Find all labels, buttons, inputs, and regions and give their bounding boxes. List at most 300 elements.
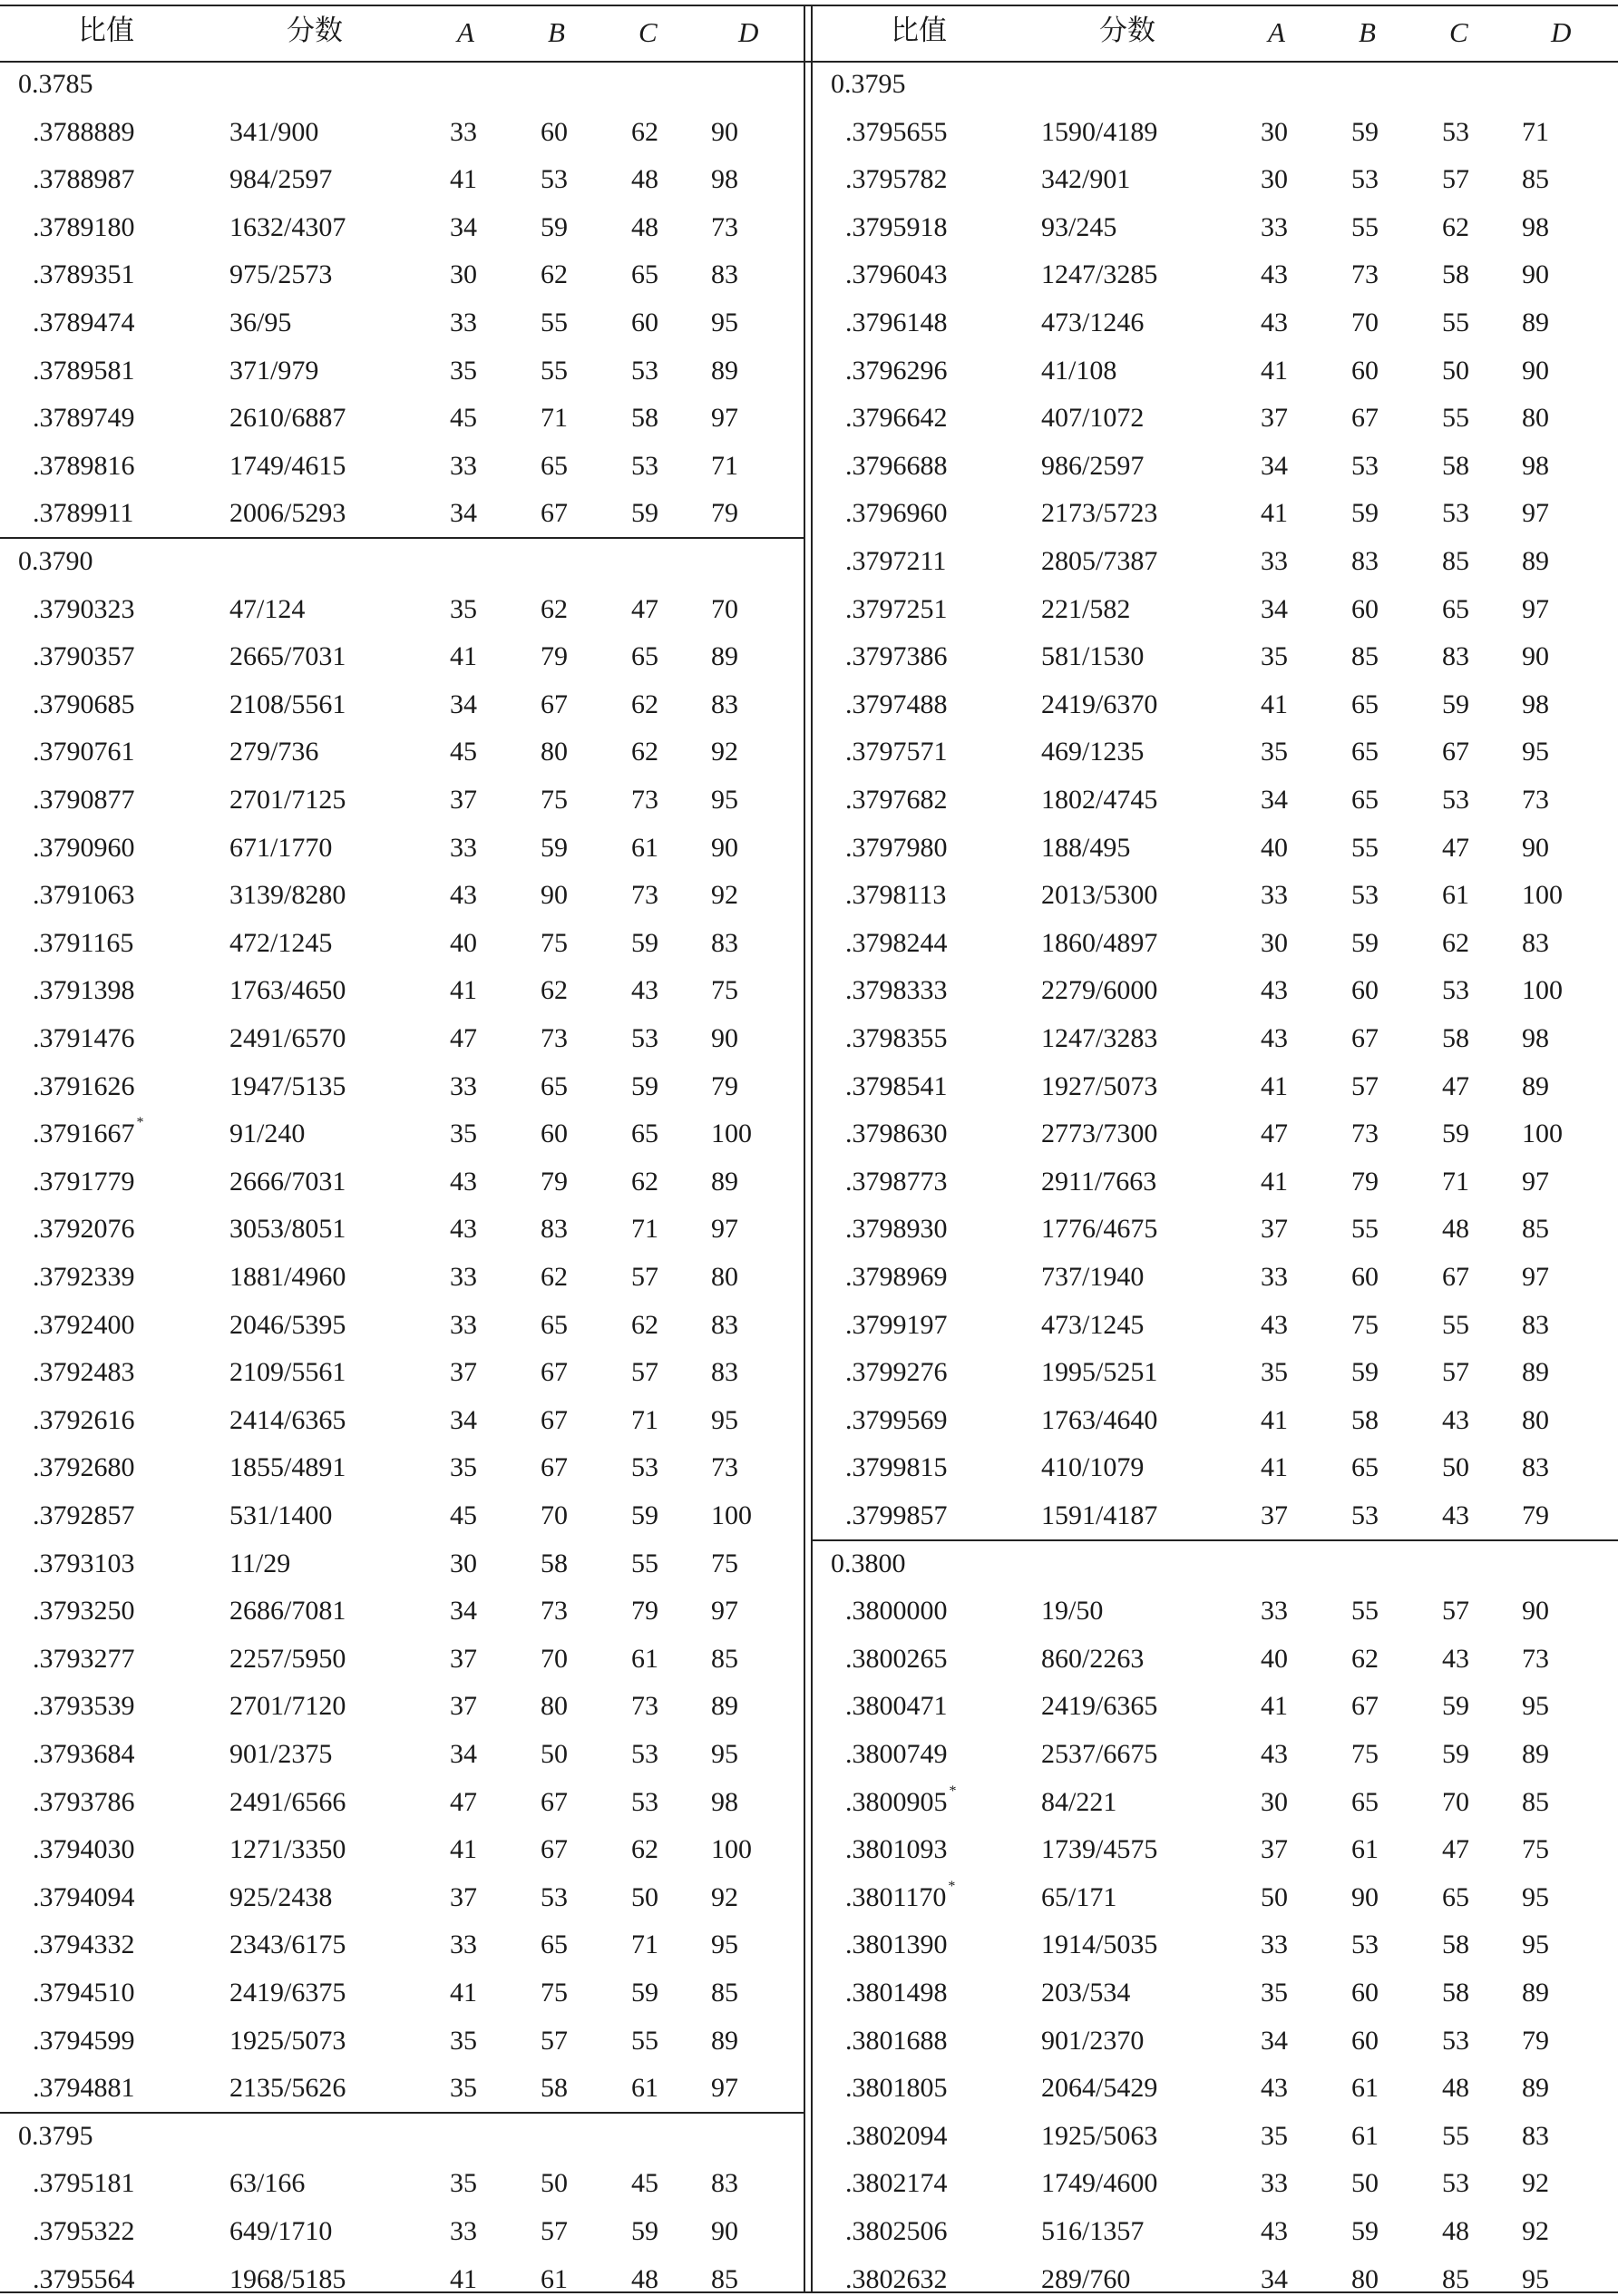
a-cell: 41 — [450, 2264, 477, 2294]
b-cell: 70 — [541, 1500, 568, 1530]
c-cell: 65 — [1442, 1882, 1469, 1912]
c-cell: 53 — [1442, 498, 1469, 528]
a-cell: 43 — [450, 1214, 477, 1244]
fraction-cell: 2343/6175 — [229, 1930, 346, 1959]
c-cell: 55 — [1442, 403, 1469, 433]
fraction-cell: 473/1246 — [1041, 308, 1145, 337]
b-cell: 67 — [541, 689, 568, 719]
fraction-cell: 2701/7125 — [229, 785, 346, 815]
c-cell: 59 — [1442, 1691, 1469, 1721]
b-cell: 79 — [541, 641, 568, 671]
d-cell: 89 — [711, 1691, 738, 1721]
group-label: 0.3795 — [831, 69, 906, 99]
c-cell: 55 — [631, 1549, 658, 1578]
b-cell: 60 — [1351, 2026, 1379, 2056]
ratio-cell: .3799197 — [845, 1310, 948, 1340]
b-cell: 62 — [1351, 1644, 1379, 1674]
d-cell: 98 — [1522, 689, 1549, 719]
d-cell: 90 — [1522, 1596, 1549, 1626]
b-cell: 83 — [541, 1214, 568, 1244]
column-divider-left — [804, 5, 805, 2293]
fraction-cell: 41/108 — [1041, 356, 1117, 386]
fraction-cell: 925/2438 — [229, 1882, 333, 1912]
b-cell: 79 — [541, 1167, 568, 1197]
d-cell: 89 — [1522, 308, 1549, 337]
d-cell: 85 — [1522, 1214, 1549, 1244]
c-cell: 48 — [631, 212, 658, 242]
b-cell: 60 — [1351, 356, 1379, 386]
fraction-cell: 63/166 — [229, 2168, 306, 2198]
b-cell: 90 — [541, 880, 568, 910]
d-cell: 73 — [711, 212, 738, 242]
b-cell: 53 — [1351, 451, 1379, 481]
c-cell: 58 — [1442, 1930, 1469, 1959]
b-cell: 55 — [541, 308, 568, 337]
ratio-cell: .3794510 — [33, 1978, 135, 2008]
b-cell: 59 — [1351, 498, 1379, 528]
a-cell: 35 — [450, 1119, 477, 1148]
ratio-cell: .3793103 — [33, 1549, 135, 1578]
d-cell: 98 — [1522, 451, 1549, 481]
ratio-cell: .3794030 — [33, 1834, 135, 1864]
c-cell: 48 — [1442, 1214, 1469, 1244]
a-cell: 33 — [1261, 2168, 1288, 2198]
fraction-cell: 2491/6570 — [229, 1023, 346, 1053]
fraction-cell: 1925/5063 — [1041, 2121, 1158, 2151]
a-cell: 43 — [1261, 2073, 1288, 2103]
ratio-cell: .3789581 — [33, 356, 135, 386]
d-cell: 97 — [711, 403, 738, 433]
ratio-cell: .3796960 — [845, 498, 948, 528]
b-cell: 58 — [1351, 1405, 1379, 1435]
ratio-cell: .3790877 — [33, 785, 135, 815]
c-cell: 58 — [1442, 451, 1469, 481]
c-cell: 53 — [631, 1452, 658, 1482]
group-label: 0.3800 — [831, 1549, 906, 1578]
ratio-cell: .3789911 — [33, 498, 134, 528]
d-cell: 98 — [1522, 1023, 1549, 1053]
ratio-cell: .3790960 — [33, 833, 135, 863]
a-cell: 30 — [450, 1549, 477, 1578]
d-cell: 90 — [1522, 641, 1549, 671]
ratio-cell: .3801093 — [845, 1834, 948, 1864]
b-cell: 71 — [541, 403, 568, 433]
a-cell: 33 — [1261, 212, 1288, 242]
header-a-right: A — [1268, 16, 1285, 48]
fraction-cell: 2419/6375 — [229, 1978, 346, 2008]
b-cell: 62 — [541, 1262, 568, 1292]
d-cell: 85 — [1522, 164, 1549, 194]
d-cell: 95 — [1522, 1930, 1549, 1959]
b-cell: 50 — [541, 1739, 568, 1769]
c-cell: 61 — [631, 2073, 658, 2103]
b-cell: 67 — [541, 498, 568, 528]
a-cell: 34 — [1261, 785, 1288, 815]
b-cell: 59 — [541, 833, 568, 863]
c-cell: 62 — [631, 1310, 658, 1340]
a-cell: 43 — [1261, 1739, 1288, 1769]
c-cell: 58 — [1442, 259, 1469, 289]
a-cell: 43 — [1261, 308, 1288, 337]
a-cell: 34 — [450, 689, 477, 719]
header-a-left: A — [457, 16, 474, 48]
b-cell: 80 — [1351, 2264, 1379, 2294]
c-cell: 53 — [631, 1787, 658, 1817]
d-cell: 89 — [1522, 1978, 1549, 2008]
c-cell: 47 — [1442, 1834, 1469, 1864]
a-cell: 37 — [450, 1357, 477, 1387]
ratio-cell: .3801170 * — [845, 1879, 956, 1912]
c-cell: 71 — [631, 1930, 658, 1959]
fraction-cell: 472/1245 — [229, 928, 333, 958]
d-cell: 73 — [1522, 785, 1549, 815]
c-cell: 73 — [631, 785, 658, 815]
ratio-cell: .3802174 — [845, 2168, 948, 2198]
ratio-cell: .3790685 — [33, 689, 135, 719]
a-cell: 34 — [1261, 594, 1288, 624]
ratio-cell: .3799857 — [845, 1500, 948, 1530]
c-cell: 53 — [1442, 2168, 1469, 2198]
ratio-cell: .3798113 — [845, 880, 947, 910]
fraction-cell: 1739/4575 — [1041, 1834, 1158, 1864]
fraction-cell: 2006/5293 — [229, 498, 346, 528]
group-separator-rule — [813, 1539, 1618, 1541]
a-cell: 35 — [450, 2073, 477, 2103]
d-cell: 89 — [711, 356, 738, 386]
ratio-cell: .3796688 — [845, 451, 948, 481]
fraction-cell: 1591/4187 — [1041, 1500, 1158, 1530]
c-cell: 62 — [631, 117, 658, 147]
fraction-cell: 1590/4189 — [1041, 117, 1158, 147]
b-cell: 53 — [1351, 880, 1379, 910]
ratio-cell: .3794881 — [33, 2073, 135, 2103]
d-cell: 90 — [711, 2216, 738, 2246]
ratio-cell: .3791667 * — [33, 1115, 144, 1148]
fraction-cell: 1763/4650 — [229, 975, 346, 1005]
a-cell: 35 — [450, 2168, 477, 2198]
fraction-cell: 1925/5073 — [229, 2026, 346, 2056]
b-cell: 65 — [1351, 689, 1379, 719]
a-cell: 34 — [450, 1596, 477, 1626]
fraction-cell: 2686/7081 — [229, 1596, 346, 1626]
d-cell: 89 — [1522, 1357, 1549, 1387]
ratio-cell: .3795564 — [33, 2264, 135, 2294]
c-cell: 62 — [631, 737, 658, 767]
a-cell: 30 — [1261, 928, 1288, 958]
b-cell: 55 — [541, 356, 568, 386]
d-cell: 71 — [711, 451, 738, 481]
b-cell: 75 — [1351, 1739, 1379, 1769]
d-cell: 100 — [1522, 975, 1563, 1005]
ratio-cell: .3801688 — [845, 2026, 948, 2056]
a-cell: 40 — [450, 928, 477, 958]
ratio-cell: .3789474 — [33, 308, 135, 337]
a-cell: 35 — [1261, 737, 1288, 767]
a-cell: 50 — [1261, 1882, 1288, 1912]
a-cell: 33 — [450, 2216, 477, 2246]
fraction-cell: 2419/6370 — [1041, 689, 1158, 719]
b-cell: 85 — [1351, 641, 1379, 671]
a-cell: 37 — [450, 785, 477, 815]
d-cell: 79 — [1522, 1500, 1549, 1530]
a-cell: 47 — [450, 1023, 477, 1053]
c-cell: 59 — [631, 928, 658, 958]
ratio-cell: .3798630 — [845, 1119, 948, 1148]
a-cell: 43 — [1261, 1310, 1288, 1340]
c-cell: 59 — [631, 2216, 658, 2246]
b-cell: 83 — [1351, 546, 1379, 576]
ratio-cell: .3793786 — [33, 1787, 135, 1817]
c-cell: 43 — [1442, 1405, 1469, 1435]
d-cell: 75 — [1522, 1834, 1549, 1864]
fraction-cell: 371/979 — [229, 356, 319, 386]
fraction-cell: 1776/4675 — [1041, 1214, 1158, 1244]
b-cell: 62 — [541, 259, 568, 289]
a-cell: 41 — [450, 164, 477, 194]
d-cell: 79 — [711, 1071, 738, 1101]
d-cell: 90 — [711, 833, 738, 863]
fraction-cell: 2805/7387 — [1041, 546, 1158, 576]
fraction-cell: 2911/7663 — [1041, 1167, 1157, 1197]
footnote-star: * — [136, 1115, 144, 1130]
b-cell: 65 — [541, 1310, 568, 1340]
group-label: 0.3785 — [18, 69, 93, 99]
c-cell: 85 — [1442, 546, 1469, 576]
b-cell: 65 — [1351, 1787, 1379, 1817]
c-cell: 60 — [631, 308, 658, 337]
ratio-cell: .3793684 — [33, 1739, 135, 1769]
c-cell: 48 — [1442, 2073, 1469, 2103]
b-cell: 67 — [1351, 1023, 1379, 1053]
b-cell: 61 — [541, 2264, 568, 2294]
b-cell: 65 — [1351, 737, 1379, 767]
a-cell: 43 — [450, 1167, 477, 1197]
c-cell: 71 — [631, 1405, 658, 1435]
fraction-cell: 2773/7300 — [1041, 1119, 1158, 1148]
d-cell: 98 — [711, 164, 738, 194]
fraction-cell: 986/2597 — [1041, 451, 1145, 481]
c-cell: 59 — [631, 1500, 658, 1530]
ratio-cell: .3798333 — [845, 975, 948, 1005]
a-cell: 35 — [1261, 1357, 1288, 1387]
a-cell: 47 — [450, 1787, 477, 1817]
fraction-cell: 1763/4640 — [1041, 1405, 1158, 1435]
ratio-cell: .3798773 — [845, 1167, 948, 1197]
c-cell: 58 — [1442, 1978, 1469, 2008]
ratio-cell: .3800749 — [845, 1739, 948, 1769]
a-cell: 33 — [450, 308, 477, 337]
d-cell: 98 — [1522, 212, 1549, 242]
d-cell: 83 — [711, 689, 738, 719]
b-cell: 58 — [541, 2073, 568, 2103]
ratio-cell: .3799569 — [845, 1405, 948, 1435]
d-cell: 100 — [1522, 880, 1563, 910]
fraction-cell: 1802/4745 — [1041, 785, 1158, 815]
d-cell: 95 — [711, 1739, 738, 1769]
fraction-cell: 2013/5300 — [1041, 880, 1158, 910]
d-cell: 92 — [711, 737, 738, 767]
b-cell: 75 — [541, 1978, 568, 2008]
fraction-cell: 410/1079 — [1041, 1452, 1145, 1482]
d-cell: 90 — [1522, 259, 1549, 289]
b-cell: 73 — [1351, 1119, 1379, 1148]
b-cell: 55 — [1351, 1214, 1379, 1244]
b-cell: 60 — [1351, 594, 1379, 624]
ratio-cell: .3790357 — [33, 641, 135, 671]
b-cell: 62 — [541, 975, 568, 1005]
a-cell: 45 — [450, 737, 477, 767]
d-cell: 98 — [711, 1787, 738, 1817]
c-cell: 65 — [631, 641, 658, 671]
a-cell: 33 — [450, 451, 477, 481]
ratio-cell: .3789180 — [33, 212, 135, 242]
c-cell: 65 — [631, 259, 658, 289]
a-cell: 35 — [1261, 2121, 1288, 2151]
a-cell: 41 — [450, 1834, 477, 1864]
a-cell: 35 — [450, 594, 477, 624]
ratio-cell: .3795655 — [845, 117, 948, 147]
fraction-cell: 1927/5073 — [1041, 1071, 1158, 1101]
d-cell: 92 — [711, 1882, 738, 1912]
b-cell: 53 — [541, 1882, 568, 1912]
ratio-cell: .3800265 — [845, 1644, 948, 1674]
a-cell: 40 — [1261, 833, 1288, 863]
c-cell: 59 — [631, 1978, 658, 2008]
a-cell: 33 — [450, 117, 477, 147]
b-cell: 55 — [1351, 833, 1379, 863]
ratio-cell: .3792857 — [33, 1500, 135, 1530]
ratio-cell: .3793277 — [33, 1644, 135, 1674]
ratio-cell: .3797571 — [845, 737, 948, 767]
a-cell: 34 — [450, 212, 477, 242]
d-cell: 83 — [1522, 928, 1549, 958]
ratio-cell: .3795918 — [845, 212, 948, 242]
b-cell: 50 — [541, 2168, 568, 2198]
c-cell: 47 — [631, 594, 658, 624]
fraction-cell: 984/2597 — [229, 164, 333, 194]
ratio-cell: .3792076 — [33, 1214, 135, 1244]
b-cell: 58 — [541, 1549, 568, 1578]
ratio-cell: .3801498 — [845, 1978, 948, 2008]
b-cell: 53 — [541, 164, 568, 194]
fraction-cell: 407/1072 — [1041, 403, 1145, 433]
a-cell: 43 — [1261, 2216, 1288, 2246]
a-cell: 43 — [450, 880, 477, 910]
c-cell: 55 — [1442, 308, 1469, 337]
c-cell: 85 — [1442, 2264, 1469, 2294]
fraction-cell: 3053/8051 — [229, 1214, 346, 1244]
b-cell: 70 — [1351, 308, 1379, 337]
fraction-cell: 2173/5723 — [1041, 498, 1158, 528]
a-cell: 33 — [1261, 1262, 1288, 1292]
ratio-cell: .3797386 — [845, 641, 948, 671]
a-cell: 41 — [1261, 1452, 1288, 1482]
c-cell: 65 — [1442, 594, 1469, 624]
ratio-cell: .3797682 — [845, 785, 948, 815]
c-cell: 62 — [1442, 928, 1469, 958]
ratio-cell: .3798541 — [845, 1071, 948, 1101]
a-cell: 47 — [1261, 1119, 1288, 1148]
b-cell: 67 — [541, 1787, 568, 1817]
b-cell: 57 — [541, 2026, 568, 2056]
a-cell: 37 — [450, 1882, 477, 1912]
d-cell: 95 — [711, 308, 738, 337]
a-cell: 45 — [450, 1500, 477, 1530]
group-label: 0.3790 — [18, 546, 93, 576]
a-cell: 33 — [1261, 880, 1288, 910]
c-cell: 61 — [631, 833, 658, 863]
c-cell: 45 — [631, 2168, 658, 2198]
ratio-cell: .3801805 — [845, 2073, 948, 2103]
fraction-cell: 93/245 — [1041, 212, 1117, 242]
a-cell: 41 — [1261, 1691, 1288, 1721]
fraction-cell: 1914/5035 — [1041, 1930, 1158, 1959]
ratio-cell: .3789351 — [33, 259, 135, 289]
b-cell: 53 — [1351, 164, 1379, 194]
fraction-cell: 341/900 — [229, 117, 319, 147]
fraction-cell: 1247/3283 — [1041, 1023, 1158, 1053]
ratio-cell: .3791063 — [33, 880, 135, 910]
d-cell: 97 — [711, 1596, 738, 1626]
footnote-star: * — [948, 1879, 956, 1894]
fraction-cell: 737/1940 — [1041, 1262, 1145, 1292]
ratio-cell: .3790761 — [33, 737, 135, 767]
ratio-cell: .3788987 — [33, 164, 135, 194]
c-cell: 59 — [1442, 1119, 1469, 1148]
fraction-cell: 342/901 — [1041, 164, 1131, 194]
c-cell: 48 — [631, 164, 658, 194]
b-cell: 90 — [1351, 1882, 1379, 1912]
d-cell: 90 — [711, 117, 738, 147]
d-cell: 97 — [1522, 1262, 1549, 1292]
d-cell: 73 — [711, 1452, 738, 1482]
ratio-cell: .3791779 — [33, 1167, 135, 1197]
c-cell: 47 — [1442, 1071, 1469, 1101]
ratio-cell: .3798244 — [845, 928, 948, 958]
b-cell: 67 — [541, 1452, 568, 1482]
ratio-cell: .3798930 — [845, 1214, 948, 1244]
c-cell: 50 — [1442, 356, 1469, 386]
a-cell: 41 — [1261, 689, 1288, 719]
header-d-left: D — [738, 16, 759, 48]
header-d-right: D — [1551, 16, 1572, 48]
b-cell: 59 — [1351, 928, 1379, 958]
ratio-cell: .3802632 — [845, 2264, 948, 2294]
b-cell: 60 — [1351, 1978, 1379, 2008]
d-cell: 83 — [1522, 1310, 1549, 1340]
fraction-cell: 2666/7031 — [229, 1167, 346, 1197]
d-cell: 97 — [711, 2073, 738, 2103]
c-cell: 62 — [631, 1167, 658, 1197]
ratio-cell: .3800471 — [845, 1691, 948, 1721]
d-cell: 89 — [711, 641, 738, 671]
fraction-cell: 1855/4891 — [229, 1452, 346, 1482]
header-b-right: B — [1359, 16, 1376, 48]
d-cell: 95 — [711, 1930, 738, 1959]
fraction-cell: 1881/4960 — [229, 1262, 346, 1292]
b-cell: 57 — [1351, 1071, 1379, 1101]
d-cell: 90 — [1522, 833, 1549, 863]
c-cell: 43 — [1442, 1500, 1469, 1530]
a-cell: 37 — [450, 1644, 477, 1674]
a-cell: 41 — [1261, 356, 1288, 386]
ratio-cell: .3799815 — [845, 1452, 948, 1482]
c-cell: 57 — [631, 1262, 658, 1292]
d-cell: 80 — [1522, 1405, 1549, 1435]
header-b-left: B — [548, 16, 565, 48]
a-cell: 34 — [450, 498, 477, 528]
fraction-cell: 1860/4897 — [1041, 928, 1158, 958]
